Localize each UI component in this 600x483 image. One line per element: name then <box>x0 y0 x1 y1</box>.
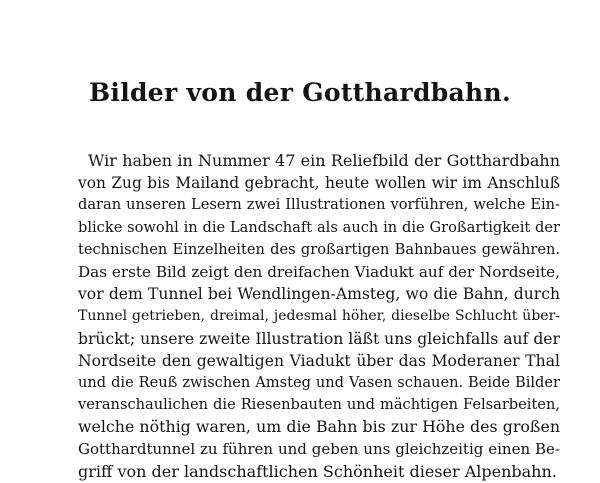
body-line: daran unseren Lesern zwei Illustrationen vorführen, welche Ein- <box>78 196 560 214</box>
body-line: brückt; unsere zweite Illustration läßt uns gleichfalls auf der <box>78 329 560 348</box>
body-line: griff von der landschaftlichen Schönheit dieser Alpenbahn. <box>78 461 557 481</box>
body-line: veranschaulichen die Riesenbauten und mächtigen Felsarbeiten, <box>78 396 560 414</box>
body-line: und die Reuß zwischen Amsteg und Vasen schauen. Beide Bilder <box>78 373 560 391</box>
body-line: welche nöthig waren, um die Bahn bis zur Höhe des großen <box>78 417 560 437</box>
article-title: Bilder von der Gotthardbahn. <box>88 78 511 107</box>
body-line: von Zug bis Mailand gebracht, heute wollen wir im Anschluß <box>78 174 560 193</box>
body-line: Tunnel getrieben, dreimal, jedesmal höher, dieselbe Schlucht über- <box>78 308 560 325</box>
body-line: Das erste Bild zeigt den dreifachen Viadukt auf der Nordseite, <box>78 262 560 281</box>
body-line: technischen Einzelheiten des großartigen Bahnbaues gewähren. <box>78 240 560 258</box>
article-body <box>78 150 560 483</box>
body-line: Nordseite den gewaltigen Viadukt über das Moderaner Thal <box>78 351 560 370</box>
body-line: Wir haben in Nummer 47 ein Reliefbild der Gotthardbahn <box>88 151 560 170</box>
body-line: blicke sowohl in die Landschaft als auch in die Großartigkeit der <box>78 218 560 236</box>
body-line: Gotthardtunnel zu führen und geben uns gleichzeitig einen Be- <box>78 440 560 459</box>
body-line: vor dem Tunnel bei Wendlingen-Amsteg, wo die Bahn, durch <box>78 285 560 304</box>
